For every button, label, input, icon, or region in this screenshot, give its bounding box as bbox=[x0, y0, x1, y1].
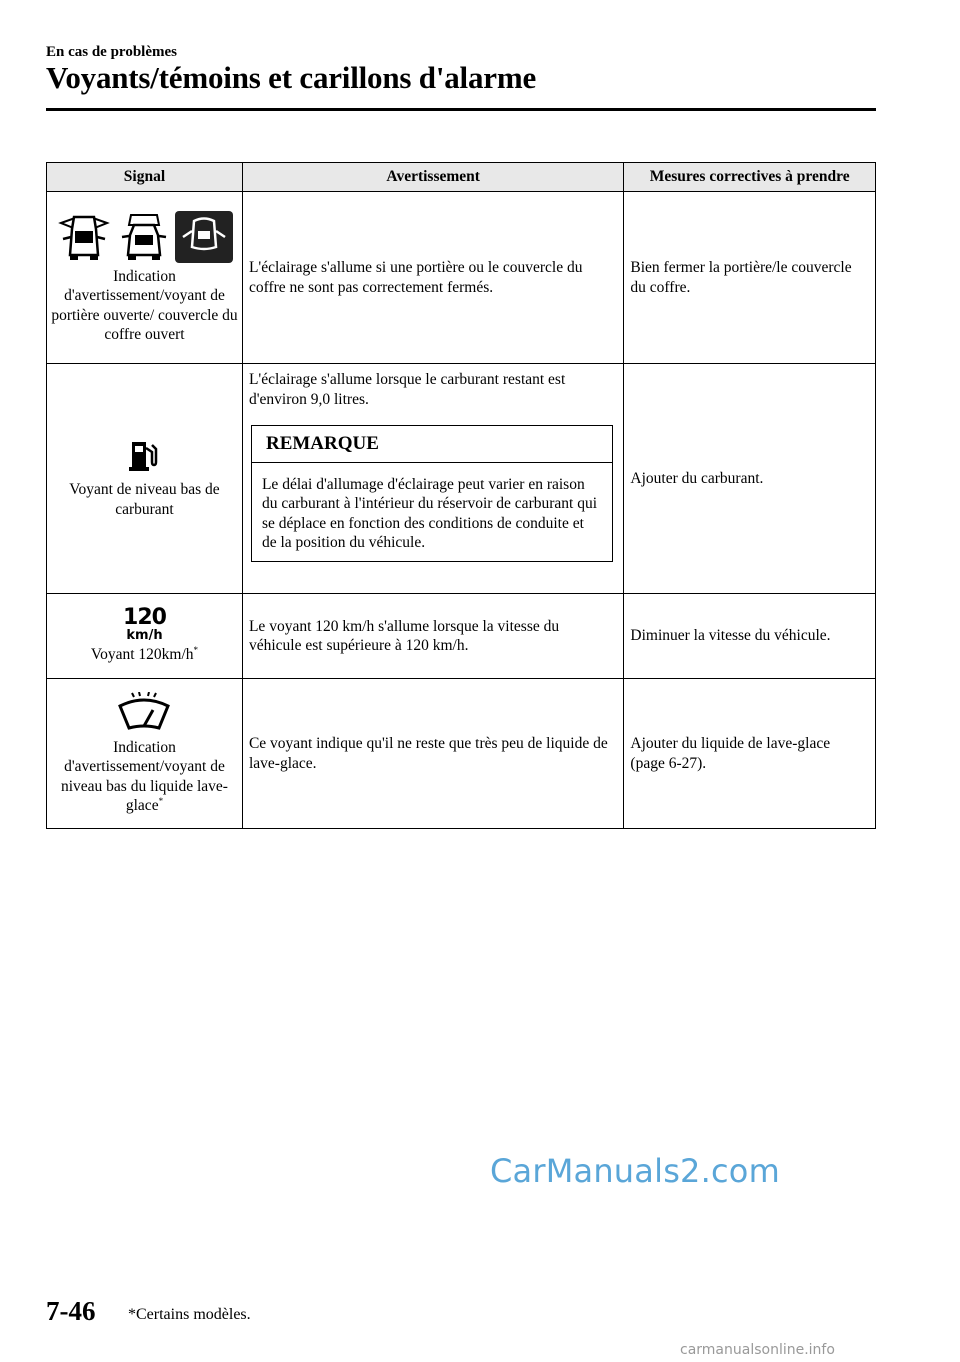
column-header-warning: Avertissement bbox=[242, 163, 623, 192]
action-cell: Bien fermer la portière/le couvercle du coffre. bbox=[624, 192, 876, 364]
note-text: Le délai d'allumage d'éclairage peut varier en raison du carburant à l'intérieur du réservoir de carburant qui se déplace en fonction des conditions de conduite et de la position du véhicule. bbox=[261, 475, 598, 551]
page-number: 7-46 bbox=[46, 1296, 96, 1326]
speed-icon-number: 120 bbox=[123, 605, 166, 631]
table-row bbox=[47, 364, 876, 594]
signal-label-text: Indication d'avertissement/voyant de niveau bas du liquide lave-glace bbox=[60, 738, 228, 814]
warning-table bbox=[46, 162, 876, 829]
table-header-row bbox=[47, 163, 876, 192]
watermark-logo: CarManuals2.com bbox=[490, 1152, 780, 1190]
warning-cell bbox=[242, 364, 623, 594]
column-header-action: Mesures correctives à prendre bbox=[624, 163, 876, 192]
signal-label bbox=[51, 645, 238, 665]
column-header-signal: Signal bbox=[47, 163, 243, 192]
page-title: Voyants/témoins et carillons d'alarme bbox=[46, 60, 537, 95]
signal-cell bbox=[47, 679, 243, 829]
warning-text: L'éclairage s'allume lorsque le carburant restant est d'environ 9,0 litres. bbox=[248, 371, 566, 408]
speed-120-kmh-icon bbox=[123, 607, 166, 642]
warning-cell: Le voyant 120 km/h s'allume lorsque la vitesse du véhicule est supérieure à 120 km/h. bbox=[242, 594, 623, 679]
note-title: REMARQUE bbox=[252, 426, 612, 463]
signal-label: Indication d'avertissement/voyant de portière ouverte/ couvercle du coffre ouvert bbox=[51, 267, 238, 343]
action-cell: Ajouter du carburant. bbox=[624, 364, 876, 594]
action-cell: Diminuer la vitesse du véhicule. bbox=[624, 594, 876, 679]
title-divider bbox=[46, 108, 876, 111]
warning-cell: Ce voyant indique qu'il ne reste que très peu de liquide de lave-glace. bbox=[242, 679, 623, 829]
washer-fluid-icon bbox=[115, 692, 173, 732]
site-watermark: carmanualsonline.info bbox=[680, 1342, 835, 1358]
action-cell: Ajouter du liquide de lave-glace (page 6-27). bbox=[624, 679, 876, 829]
warning-cell: L'éclairage s'allume si une portière ou le couvercle du coffre ne sont pas correctement fermés. bbox=[242, 192, 623, 364]
footnote-mark: * bbox=[193, 645, 199, 656]
section-label: En cas de problèmes bbox=[46, 44, 177, 60]
footnote-mark: * bbox=[158, 795, 164, 806]
footnote: *Certains modèles. bbox=[128, 1306, 251, 1323]
signal-cell bbox=[47, 594, 243, 679]
door-open-indicator-icon bbox=[175, 211, 233, 263]
note-box bbox=[251, 425, 613, 562]
signal-cell bbox=[47, 364, 243, 594]
signal-label-text: Voyant 120km/h bbox=[90, 646, 194, 664]
speed-icon-unit: km/h bbox=[126, 628, 163, 644]
car-doors-open-icon bbox=[55, 211, 113, 263]
signal-label bbox=[51, 738, 238, 816]
signal-cell bbox=[47, 192, 243, 364]
table-row bbox=[47, 679, 876, 829]
car-trunk-open-icon bbox=[119, 211, 169, 263]
signal-label: Voyant de niveau bas de carburant bbox=[69, 481, 220, 518]
fuel-pump-icon bbox=[124, 438, 164, 472]
table-row bbox=[47, 594, 876, 679]
table-row bbox=[47, 192, 876, 364]
